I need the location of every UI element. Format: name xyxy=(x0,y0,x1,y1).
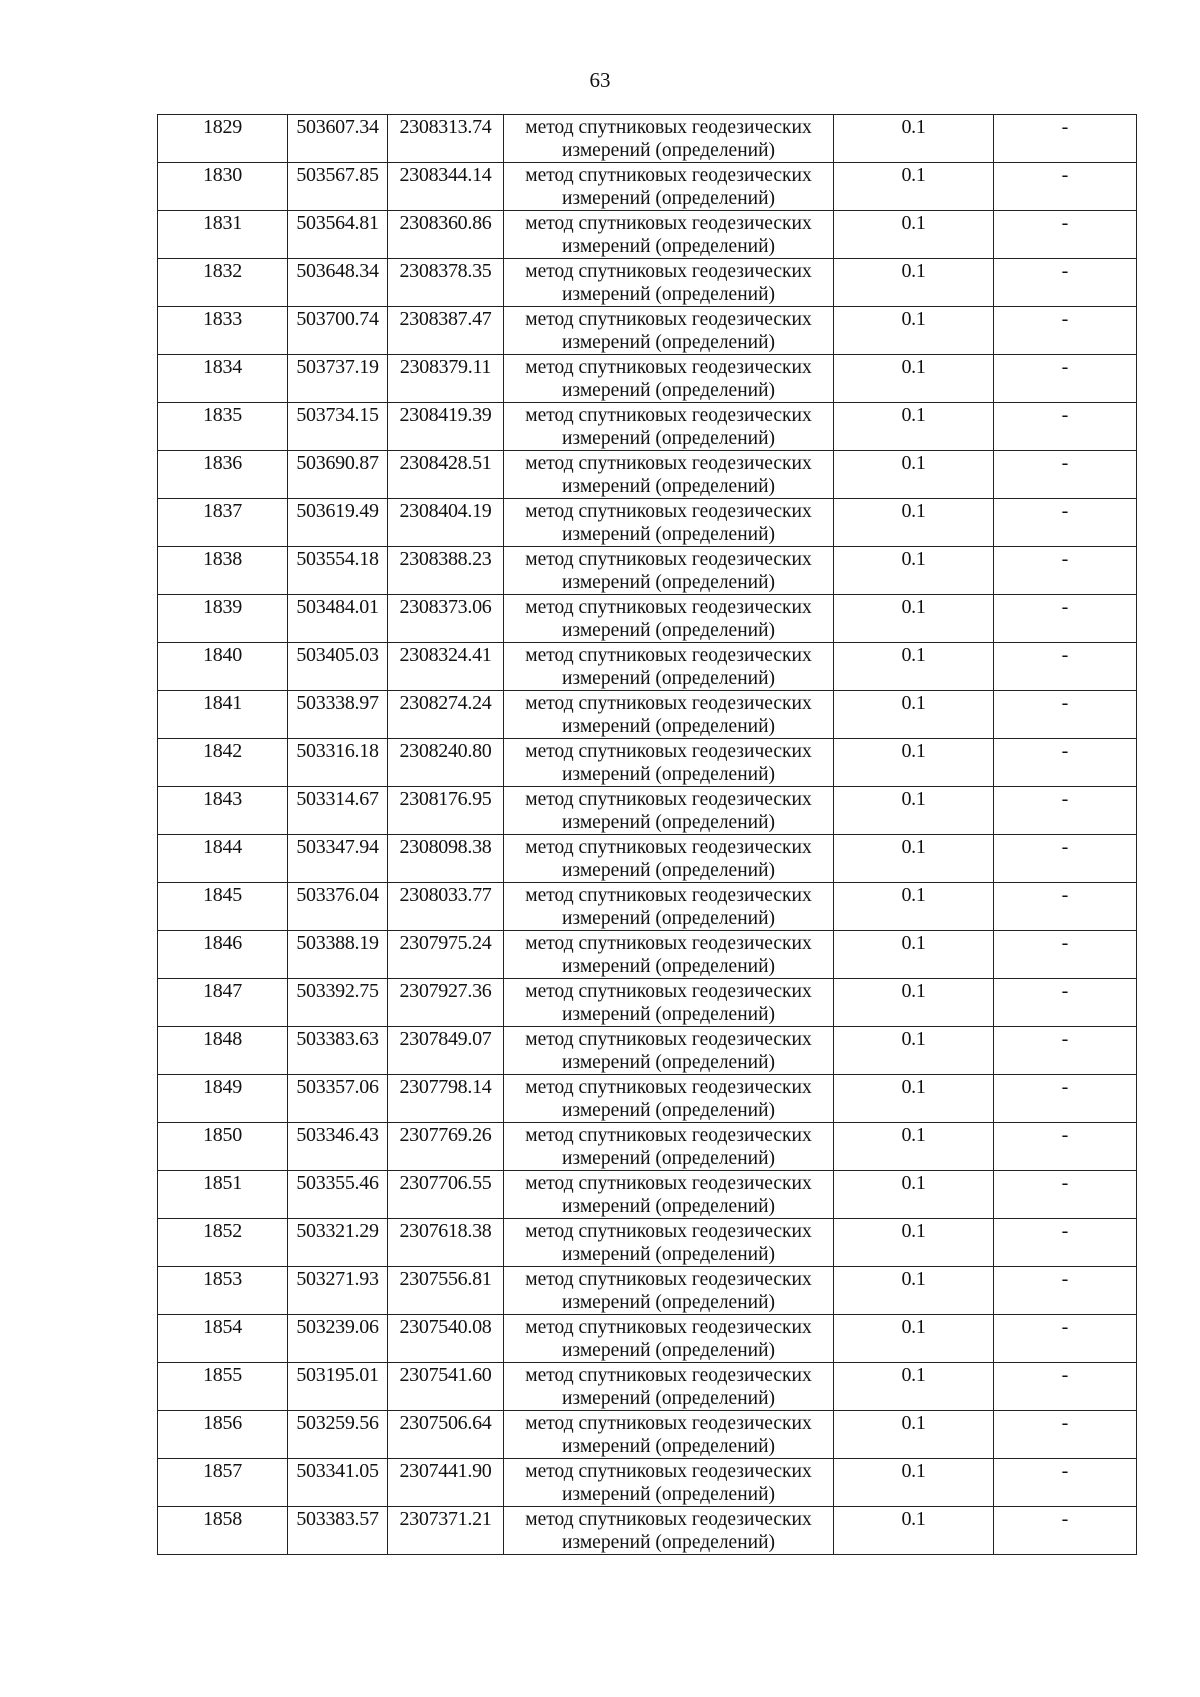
table-row xyxy=(158,307,1137,355)
method-line-2: измерений (определений) xyxy=(561,140,776,161)
point-number-cell: 1852 xyxy=(158,1219,288,1267)
table-row xyxy=(158,883,1137,931)
table-row xyxy=(158,163,1137,211)
accuracy-cell: 0.1 xyxy=(834,1075,994,1123)
method-cell xyxy=(504,883,834,931)
method-line-1: метод спутниковых геодезических xyxy=(525,1173,812,1194)
table-row xyxy=(158,499,1137,547)
coordinate-x-cell: 503737.19 xyxy=(288,355,388,403)
table-row xyxy=(158,1507,1137,1555)
table-row xyxy=(158,211,1137,259)
method-line-1: метод спутниковых геодезических xyxy=(525,885,812,906)
method-cell xyxy=(504,1363,834,1411)
coordinate-y-cell: 2307556.81 xyxy=(388,1267,504,1315)
coordinate-y-cell: 2307706.55 xyxy=(388,1171,504,1219)
method-line-2: измерений (определений) xyxy=(561,284,776,305)
method-cell xyxy=(504,691,834,739)
accuracy-cell: 0.1 xyxy=(834,1315,994,1363)
coordinate-y-cell: 2308274.24 xyxy=(388,691,504,739)
accuracy-cell: 0.1 xyxy=(834,403,994,451)
coordinate-y-cell: 2307769.26 xyxy=(388,1123,504,1171)
table-row xyxy=(158,979,1137,1027)
coordinate-y-cell: 2308428.51 xyxy=(388,451,504,499)
accuracy-cell: 0.1 xyxy=(834,259,994,307)
table-row xyxy=(158,1123,1137,1171)
point-number-cell: 1848 xyxy=(158,1027,288,1075)
coordinate-y-cell: 2308313.74 xyxy=(388,115,504,163)
method-line-2: измерений (определений) xyxy=(561,1244,776,1265)
accuracy-cell: 0.1 xyxy=(834,1219,994,1267)
note-cell: - xyxy=(994,787,1137,835)
coordinate-x-cell: 503567.85 xyxy=(288,163,388,211)
point-number-cell: 1846 xyxy=(158,931,288,979)
accuracy-cell: 0.1 xyxy=(834,739,994,787)
method-line-2: измерений (определений) xyxy=(561,860,776,881)
coordinate-y-cell: 2307618.38 xyxy=(388,1219,504,1267)
coordinate-x-cell: 503734.15 xyxy=(288,403,388,451)
method-cell xyxy=(504,1459,834,1507)
method-cell xyxy=(504,1507,834,1555)
table-row xyxy=(158,1411,1137,1459)
method-line-1: метод спутниковых геодезических xyxy=(525,789,812,810)
point-number-cell: 1847 xyxy=(158,979,288,1027)
coordinate-y-cell: 2308098.38 xyxy=(388,835,504,883)
method-line-1: метод спутниковых геодезических xyxy=(525,261,812,282)
method-line-1: метод спутниковых геодезических xyxy=(525,117,812,138)
point-number-cell: 1851 xyxy=(158,1171,288,1219)
table-row xyxy=(158,115,1137,163)
note-cell: - xyxy=(994,1363,1137,1411)
point-number-cell: 1829 xyxy=(158,115,288,163)
method-line-1: метод спутниковых геодезических xyxy=(525,1317,812,1338)
method-line-2: измерений (определений) xyxy=(561,1484,776,1505)
method-line-2: измерений (определений) xyxy=(561,620,776,641)
point-number-cell: 1833 xyxy=(158,307,288,355)
coordinate-x-cell: 503321.29 xyxy=(288,1219,388,1267)
coordinate-y-cell: 2308378.35 xyxy=(388,259,504,307)
method-line-2: измерений (определений) xyxy=(561,1148,776,1169)
method-line-2: измерений (определений) xyxy=(561,1388,776,1409)
method-line-1: метод спутниковых геодезических xyxy=(525,501,812,522)
note-cell: - xyxy=(994,211,1137,259)
method-line-1: метод спутниковых геодезических xyxy=(525,1125,812,1146)
coordinates-table xyxy=(157,114,1137,1555)
accuracy-cell: 0.1 xyxy=(834,1171,994,1219)
point-number-cell: 1843 xyxy=(158,787,288,835)
coordinate-y-cell: 2308344.14 xyxy=(388,163,504,211)
note-cell: - xyxy=(994,691,1137,739)
coordinate-y-cell: 2308388.23 xyxy=(388,547,504,595)
note-cell: - xyxy=(994,1027,1137,1075)
method-line-1: метод спутниковых геодезических xyxy=(525,549,812,570)
coordinate-y-cell: 2308240.80 xyxy=(388,739,504,787)
coordinate-x-cell: 503564.81 xyxy=(288,211,388,259)
coordinate-y-cell: 2308387.47 xyxy=(388,307,504,355)
coordinate-x-cell: 503607.34 xyxy=(288,115,388,163)
coordinate-x-cell: 503314.67 xyxy=(288,787,388,835)
method-cell xyxy=(504,979,834,1027)
coordinate-x-cell: 503355.46 xyxy=(288,1171,388,1219)
coordinate-x-cell: 503383.63 xyxy=(288,1027,388,1075)
table-row xyxy=(158,1459,1137,1507)
coordinate-y-cell: 2308176.95 xyxy=(388,787,504,835)
coordinate-x-cell: 503405.03 xyxy=(288,643,388,691)
coordinate-x-cell: 503484.01 xyxy=(288,595,388,643)
coordinate-x-cell: 503271.93 xyxy=(288,1267,388,1315)
note-cell: - xyxy=(994,307,1137,355)
point-number-cell: 1857 xyxy=(158,1459,288,1507)
note-cell: - xyxy=(994,739,1137,787)
method-cell xyxy=(504,115,834,163)
accuracy-cell: 0.1 xyxy=(834,979,994,1027)
table-row xyxy=(158,1027,1137,1075)
method-cell xyxy=(504,1411,834,1459)
note-cell: - xyxy=(994,1075,1137,1123)
point-number-cell: 1830 xyxy=(158,163,288,211)
coordinate-x-cell: 503195.01 xyxy=(288,1363,388,1411)
table-row xyxy=(158,643,1137,691)
method-line-1: метод спутниковых геодезических xyxy=(525,981,812,1002)
point-number-cell: 1849 xyxy=(158,1075,288,1123)
method-line-2: измерений (определений) xyxy=(561,476,776,497)
method-cell xyxy=(504,643,834,691)
note-cell: - xyxy=(994,835,1137,883)
coordinate-x-cell: 503554.18 xyxy=(288,547,388,595)
note-cell: - xyxy=(994,547,1137,595)
method-line-2: измерений (определений) xyxy=(561,1100,776,1121)
coordinate-x-cell: 503383.57 xyxy=(288,1507,388,1555)
method-cell xyxy=(504,1123,834,1171)
method-line-2: измерений (определений) xyxy=(561,1196,776,1217)
coordinate-y-cell: 2307849.07 xyxy=(388,1027,504,1075)
method-line-1: метод спутниковых геодезических xyxy=(525,1029,812,1050)
point-number-cell: 1840 xyxy=(158,643,288,691)
point-number-cell: 1850 xyxy=(158,1123,288,1171)
coordinate-x-cell: 503690.87 xyxy=(288,451,388,499)
accuracy-cell: 0.1 xyxy=(834,787,994,835)
method-line-1: метод спутниковых геодезических xyxy=(525,405,812,426)
point-number-cell: 1853 xyxy=(158,1267,288,1315)
method-line-1: метод спутниковых геодезических xyxy=(525,165,812,186)
coordinate-x-cell: 503392.75 xyxy=(288,979,388,1027)
method-line-1: метод спутниковых геодезических xyxy=(525,1077,812,1098)
method-line-2: измерений (определений) xyxy=(561,1004,776,1025)
table-row xyxy=(158,835,1137,883)
accuracy-cell: 0.1 xyxy=(834,883,994,931)
table-row xyxy=(158,451,1137,499)
point-number-cell: 1858 xyxy=(158,1507,288,1555)
note-cell: - xyxy=(994,595,1137,643)
note-cell: - xyxy=(994,1315,1137,1363)
method-cell xyxy=(504,1171,834,1219)
method-line-2: измерений (определений) xyxy=(561,1532,776,1553)
method-cell xyxy=(504,259,834,307)
method-line-2: измерений (определений) xyxy=(561,764,776,785)
table-row xyxy=(158,595,1137,643)
point-number-cell: 1834 xyxy=(158,355,288,403)
method-line-2: измерений (определений) xyxy=(561,572,776,593)
note-cell: - xyxy=(994,1123,1137,1171)
coordinate-x-cell: 503239.06 xyxy=(288,1315,388,1363)
point-number-cell: 1831 xyxy=(158,211,288,259)
table-row xyxy=(158,931,1137,979)
point-number-cell: 1835 xyxy=(158,403,288,451)
coordinate-y-cell: 2308419.39 xyxy=(388,403,504,451)
note-cell: - xyxy=(994,1507,1137,1555)
coordinate-y-cell: 2307927.36 xyxy=(388,979,504,1027)
method-cell xyxy=(504,451,834,499)
method-cell xyxy=(504,1219,834,1267)
accuracy-cell: 0.1 xyxy=(834,307,994,355)
point-number-cell: 1855 xyxy=(158,1363,288,1411)
coordinate-y-cell: 2308360.86 xyxy=(388,211,504,259)
note-cell: - xyxy=(994,451,1137,499)
note-cell: - xyxy=(994,643,1137,691)
method-cell xyxy=(504,163,834,211)
coordinate-y-cell: 2307798.14 xyxy=(388,1075,504,1123)
method-cell xyxy=(504,931,834,979)
accuracy-cell: 0.1 xyxy=(834,499,994,547)
coordinate-y-cell: 2308373.06 xyxy=(388,595,504,643)
method-line-1: метод спутниковых геодезических xyxy=(525,1221,812,1242)
table-row xyxy=(158,691,1137,739)
point-number-cell: 1839 xyxy=(158,595,288,643)
accuracy-cell: 0.1 xyxy=(834,211,994,259)
accuracy-cell: 0.1 xyxy=(834,691,994,739)
method-line-1: метод спутниковых геодезических xyxy=(525,1413,812,1434)
note-cell: - xyxy=(994,1267,1137,1315)
method-line-2: измерений (определений) xyxy=(561,236,776,257)
method-line-1: метод спутниковых геодезических xyxy=(525,213,812,234)
method-cell xyxy=(504,1075,834,1123)
accuracy-cell: 0.1 xyxy=(834,547,994,595)
coordinate-x-cell: 503346.43 xyxy=(288,1123,388,1171)
method-line-1: метод спутниковых геодезических xyxy=(525,453,812,474)
accuracy-cell: 0.1 xyxy=(834,1123,994,1171)
method-cell xyxy=(504,403,834,451)
coordinate-y-cell: 2307541.60 xyxy=(388,1363,504,1411)
method-line-2: измерений (определений) xyxy=(561,1436,776,1457)
coordinate-x-cell: 503357.06 xyxy=(288,1075,388,1123)
accuracy-cell: 0.1 xyxy=(834,1459,994,1507)
coordinate-y-cell: 2308379.11 xyxy=(388,355,504,403)
table-row xyxy=(158,1171,1137,1219)
accuracy-cell: 0.1 xyxy=(834,1363,994,1411)
method-cell xyxy=(504,211,834,259)
coordinate-y-cell: 2307506.64 xyxy=(388,1411,504,1459)
table-row xyxy=(158,1267,1137,1315)
method-line-2: измерений (определений) xyxy=(561,716,776,737)
coordinate-x-cell: 503376.04 xyxy=(288,883,388,931)
accuracy-cell: 0.1 xyxy=(834,163,994,211)
note-cell: - xyxy=(994,115,1137,163)
note-cell: - xyxy=(994,163,1137,211)
coordinate-y-cell: 2308404.19 xyxy=(388,499,504,547)
method-cell xyxy=(504,787,834,835)
method-line-1: метод спутниковых геодезических xyxy=(525,309,812,330)
note-cell: - xyxy=(994,883,1137,931)
method-line-1: метод спутниковых геодезических xyxy=(525,741,812,762)
coordinate-x-cell: 503619.49 xyxy=(288,499,388,547)
table-row xyxy=(158,787,1137,835)
coordinate-x-cell: 503316.18 xyxy=(288,739,388,787)
accuracy-cell: 0.1 xyxy=(834,643,994,691)
accuracy-cell: 0.1 xyxy=(834,451,994,499)
method-line-2: измерений (определений) xyxy=(561,188,776,209)
table-row xyxy=(158,259,1137,307)
coordinate-y-cell: 2307540.08 xyxy=(388,1315,504,1363)
accuracy-cell: 0.1 xyxy=(834,835,994,883)
table-row xyxy=(158,1315,1137,1363)
table-row xyxy=(158,739,1137,787)
method-line-1: метод спутниковых геодезических xyxy=(525,1365,812,1386)
point-number-cell: 1854 xyxy=(158,1315,288,1363)
method-line-1: метод спутниковых геодезических xyxy=(525,933,812,954)
note-cell: - xyxy=(994,403,1137,451)
coordinate-x-cell: 503648.34 xyxy=(288,259,388,307)
method-line-2: измерений (определений) xyxy=(561,332,776,353)
method-cell xyxy=(504,355,834,403)
coordinates-table-body xyxy=(158,115,1137,1555)
method-line-1: метод спутниковых геодезических xyxy=(525,645,812,666)
coordinate-x-cell: 503338.97 xyxy=(288,691,388,739)
coordinate-x-cell: 503700.74 xyxy=(288,307,388,355)
point-number-cell: 1837 xyxy=(158,499,288,547)
method-line-2: измерений (определений) xyxy=(561,956,776,977)
accuracy-cell: 0.1 xyxy=(834,1507,994,1555)
method-line-2: измерений (определений) xyxy=(561,428,776,449)
method-cell xyxy=(504,1267,834,1315)
table-row xyxy=(158,1363,1137,1411)
method-line-2: измерений (определений) xyxy=(561,524,776,545)
note-cell: - xyxy=(994,355,1137,403)
table-row xyxy=(158,1075,1137,1123)
note-cell: - xyxy=(994,1219,1137,1267)
coordinate-y-cell: 2308324.41 xyxy=(388,643,504,691)
table-row xyxy=(158,1219,1137,1267)
accuracy-cell: 0.1 xyxy=(834,355,994,403)
accuracy-cell: 0.1 xyxy=(834,595,994,643)
method-line-2: измерений (определений) xyxy=(561,1052,776,1073)
note-cell: - xyxy=(994,259,1137,307)
point-number-cell: 1841 xyxy=(158,691,288,739)
accuracy-cell: 0.1 xyxy=(834,1267,994,1315)
method-line-1: метод спутниковых геодезических xyxy=(525,693,812,714)
note-cell: - xyxy=(994,931,1137,979)
method-line-1: метод спутниковых геодезических xyxy=(525,837,812,858)
point-number-cell: 1845 xyxy=(158,883,288,931)
note-cell: - xyxy=(994,1171,1137,1219)
table-row xyxy=(158,547,1137,595)
point-number-cell: 1832 xyxy=(158,259,288,307)
coordinate-y-cell: 2307975.24 xyxy=(388,931,504,979)
method-cell xyxy=(504,835,834,883)
coordinate-y-cell: 2307371.21 xyxy=(388,1507,504,1555)
table-row xyxy=(158,403,1137,451)
point-number-cell: 1842 xyxy=(158,739,288,787)
page-number: 63 xyxy=(589,68,611,92)
note-cell: - xyxy=(994,979,1137,1027)
method-line-2: измерений (определений) xyxy=(561,1340,776,1361)
note-cell: - xyxy=(994,499,1137,547)
accuracy-cell: 0.1 xyxy=(834,115,994,163)
method-line-2: измерений (определений) xyxy=(561,1292,776,1313)
point-number-cell: 1844 xyxy=(158,835,288,883)
method-cell xyxy=(504,547,834,595)
method-cell xyxy=(504,595,834,643)
note-cell: - xyxy=(994,1459,1137,1507)
table-row xyxy=(158,355,1137,403)
method-line-1: метод спутниковых геодезических xyxy=(525,597,812,618)
method-line-2: измерений (определений) xyxy=(561,908,776,929)
coordinate-x-cell: 503341.05 xyxy=(288,1459,388,1507)
point-number-cell: 1836 xyxy=(158,451,288,499)
method-line-2: измерений (определений) xyxy=(561,812,776,833)
method-line-2: измерений (определений) xyxy=(561,668,776,689)
method-cell xyxy=(504,499,834,547)
point-number-cell: 1856 xyxy=(158,1411,288,1459)
point-number-cell: 1838 xyxy=(158,547,288,595)
method-line-2: измерений (определений) xyxy=(561,380,776,401)
coordinate-y-cell: 2307441.90 xyxy=(388,1459,504,1507)
accuracy-cell: 0.1 xyxy=(834,1027,994,1075)
method-cell xyxy=(504,739,834,787)
coordinate-x-cell: 503347.94 xyxy=(288,835,388,883)
method-line-1: метод спутниковых геодезических xyxy=(525,357,812,378)
note-cell: - xyxy=(994,1411,1137,1459)
accuracy-cell: 0.1 xyxy=(834,1411,994,1459)
coordinate-x-cell: 503388.19 xyxy=(288,931,388,979)
method-cell xyxy=(504,307,834,355)
method-line-1: метод спутниковых геодезических xyxy=(525,1269,812,1290)
accuracy-cell: 0.1 xyxy=(834,931,994,979)
method-cell xyxy=(504,1315,834,1363)
coordinate-y-cell: 2308033.77 xyxy=(388,883,504,931)
method-line-1: метод спутниковых геодезических xyxy=(525,1461,812,1482)
coordinate-x-cell: 503259.56 xyxy=(288,1411,388,1459)
method-cell xyxy=(504,1027,834,1075)
method-line-1: метод спутниковых геодезических xyxy=(525,1509,812,1530)
